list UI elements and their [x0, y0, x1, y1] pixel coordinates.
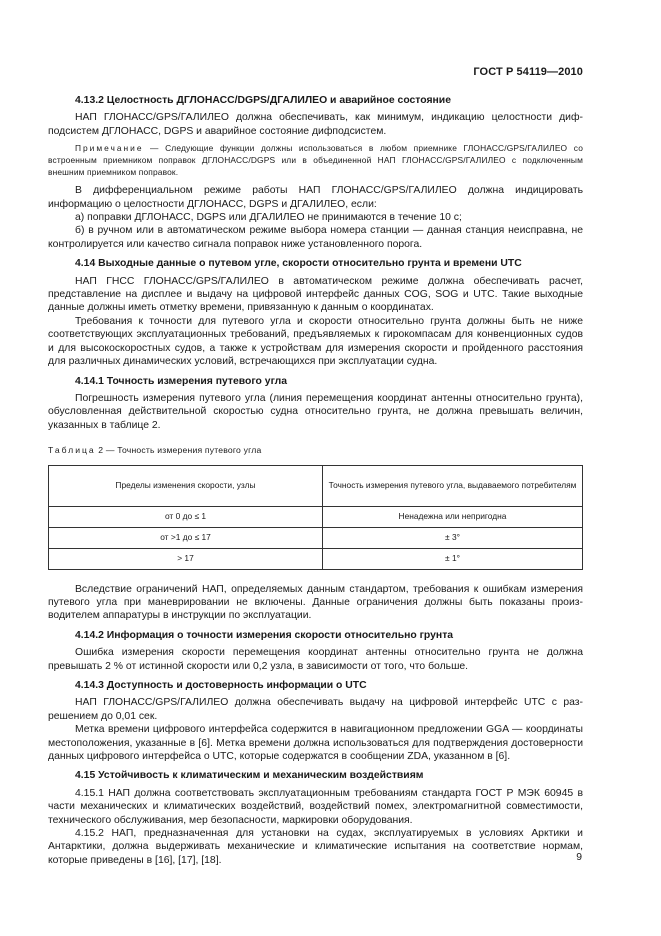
note-text: — Следующие функции должны использоваться в любом приемнике ГЛОНАСС/GPS/ГАЛИЛЕО со встроенным приемником поправок ДГЛОНАСС/DGPS или в объединенной НАП ГЛОНАСС/GPS/ГАЛИЛЕО с подключенным внешним приемником поправок.	[48, 143, 583, 178]
table-header-cell: Пределы изменения скорости, узлы	[49, 465, 323, 506]
table-cell: от >1 до ≤ 17	[49, 527, 323, 548]
standard-header: ГОСТ Р 54119—2010	[473, 66, 583, 78]
table-cell: ± 3°	[323, 527, 583, 548]
section-heading-4-14: 4.14 Выходные данные о путевом угле, скорости относительно грунта и времени UTC	[75, 258, 522, 270]
table-cell: Ненадежна или непригодна	[323, 506, 583, 527]
accuracy-table	[48, 465, 583, 570]
section-heading-4-14-2: 4.14.2 Информация о точности измерения скорости относительно грунта	[75, 629, 454, 641]
section-heading-4-14-3: 4.14.3 Доступность и достоверность информации о UTC	[75, 679, 367, 691]
section-heading-4-14-1: 4.14.1 Точность измерения путевого угла	[75, 375, 288, 387]
table-cell: от 0 до ≤ 1	[49, 506, 323, 527]
paragraph: НАП ГЛОНАСС/GPS/ГАЛИЛЕО должна обеспечивать выдачу на цифровой интерфейс UTC с разрешением до 0,01 сек.	[48, 697, 583, 722]
section-heading-4-15: 4.15 Устойчивость к климатическим и механическим воздействиям	[75, 770, 424, 782]
paragraph: Метка времени цифрового интерфейса содержится в навигационном предложении GGA — координаты местоположения, указанные в [6]. Метка времени должна использоваться для подтверждения достоверности данных цифрового интерфейса о UTC, которые содержатся в сообщении ZDA, указанном в [6].	[48, 724, 583, 762]
paragraph: 4.15.2 НАП, предназначенная для установки на судах, эксплуатируемых в условиях Арктики и Антарктики, должна выдерживать механические и климатические испытания на соответствие нормам, которые приведены в [16], [17], [18].	[48, 828, 583, 866]
paragraph: 4.15.1 НАП должна соответствовать эксплуатационным требованиям стандарта ГОСТ Р МЭК 60945 в части механических и климатических воздействий, воздействий помех, электромагнитной совместимости, технического обслуживания, мер безопасности, маркировки оборудования.	[48, 787, 583, 826]
table-caption	[48, 444, 583, 457]
table-row	[49, 548, 583, 569]
table-caption-text: 2 — Точность измерения путевого угла	[95, 445, 262, 456]
paragraph: Требования к точности для путевого угла и скорости относительно грунта должны быть не ниже соответствующих эксплуатационных требований, предъявляемых к гирокомпасам для конвенционных судов и для высокоскоростных судов, а также к устройствам для измерения скорости и пройденного расстояния для различных динамических условий, встречающихся при эксплуатации судна.	[48, 315, 583, 368]
table-row	[49, 506, 583, 527]
table-caption-label: Таблица	[48, 445, 96, 456]
table-row	[49, 527, 583, 548]
table-cell: ± 1°	[323, 548, 583, 569]
paragraph: Ошибка измерения скорости перемещения координат антенны относительно грунта не должна превышать 2 % от истинной скорости или 0,2 узла, в зависимости от того, что больше.	[48, 647, 583, 672]
page-number: 9	[576, 852, 582, 863]
note	[48, 142, 583, 178]
note-label: Примечание	[75, 143, 144, 154]
table-header-row	[49, 465, 583, 506]
section-heading-4-13-2: 4.13.2 Целостность ДГЛОНАСС/DGPS/ДГАЛИЛЕО и аварийное состояние	[75, 95, 451, 106]
list-item-b: б) в ручном или в автоматическом режиме выбора номера станции — данная станция неисправна, не контролируется или качество сигнала поправок ниже установленного порога.	[48, 225, 583, 250]
paragraph: Погрешность измерения путевого угла (линия перемещения координат антенны относительно грунта), обусловленная действительной скоростью судна относительно грунта, не должна превышать величин, указанных в таблице 2.	[48, 392, 583, 431]
paragraph: НАП ГНСС ГЛОНАСС/GPS/ГАЛИЛЕО в автоматическом режиме должна обеспечивать расчет, представление на дисплее и выдачу на цифровой интерфейс данных COG, SOG и UTC. Такие выходные данные должны иметь отметку времени, привязанную к данным о координатах.	[48, 275, 583, 314]
paragraph: НАП ГЛОНАСС/GPS/ГАЛИЛЕО должна обеспечивать, как минимум, индикацию целостности дифподсистем ДГЛОНАСС, DGPS и аварийное состояние дифподсистем.	[48, 112, 583, 137]
paragraph: Вследствие ограничений НАП, определяемых данным стандартом, требования к ошибкам измерения путевого угла при маневрировании не включены. Данные ограничения должны быть показаны производителем аппаратуры в инструкции по эксплуатации.	[48, 583, 583, 622]
page-content	[48, 94, 583, 867]
paragraph: В дифференциальном режиме работы НАП ГЛОНАСС/GPS/ГАЛИЛЕО должна индицировать информацию о целостности ДГЛОНАСС, DGPS и ДГАЛИЛЕО, если:	[48, 185, 583, 210]
list-item-a: а) поправки ДГЛОНАСС, DGPS или ДГАЛИЛЕО не принимаются в течение 10 с;	[75, 212, 462, 224]
table-cell: > 17	[49, 548, 323, 569]
table-header-cell: Точность измерения путевого угла, выдаваемого потребителям	[323, 465, 583, 506]
